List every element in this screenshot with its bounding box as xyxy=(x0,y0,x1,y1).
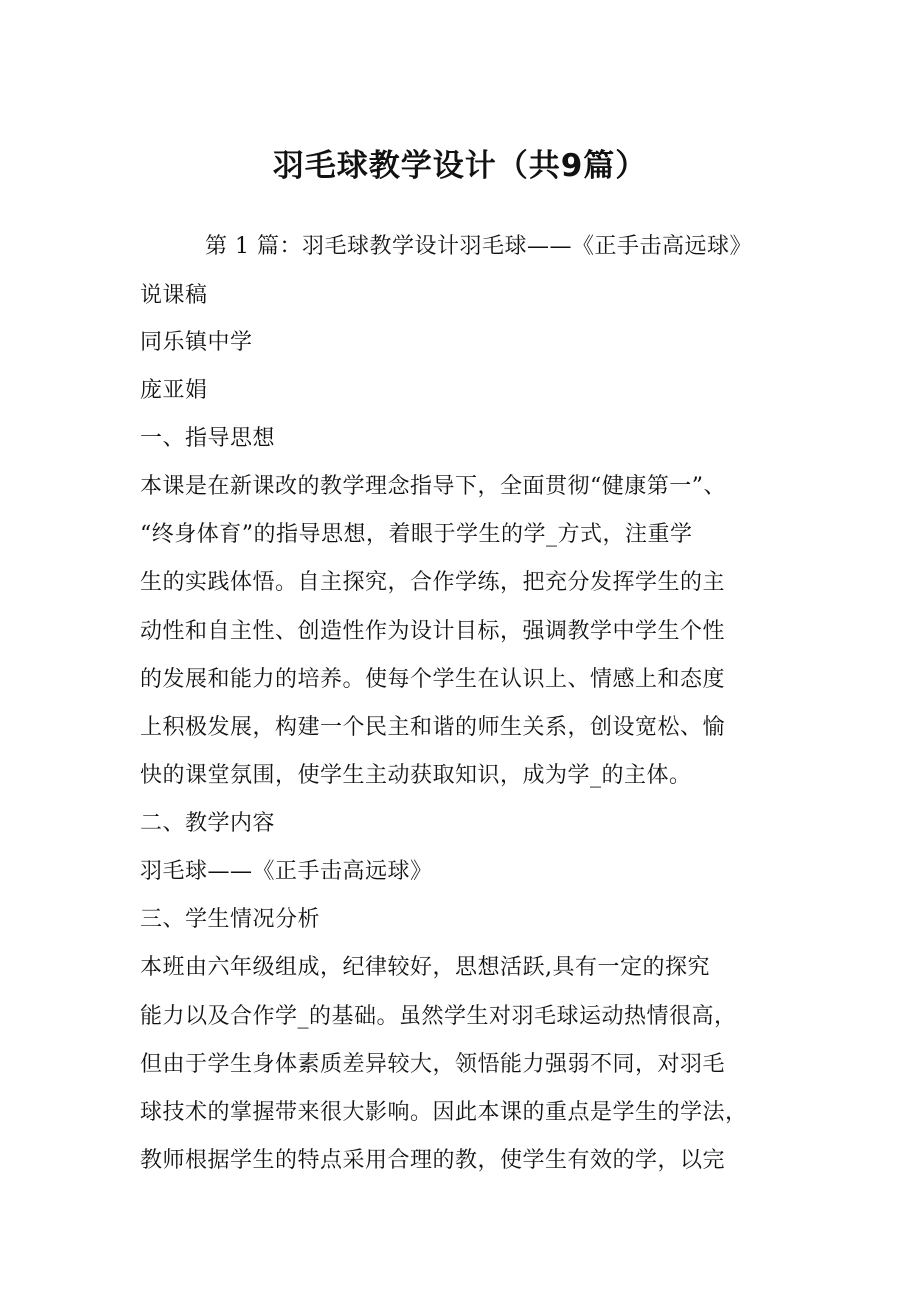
paragraph-line: 球技术的掌握带来很大影响。因此本课的重点是学生的学法， xyxy=(140,1100,748,1125)
author-name: 庞亚娟 xyxy=(140,378,208,403)
paragraph-line: 能力以及合作学_的基础。虽然学生对羽毛球运动热情很高， xyxy=(140,1004,737,1029)
section-heading: 一、指导思想 xyxy=(140,426,276,451)
paragraph-line: 动性和自主性、创造性作为设计目标，强调教学中学生个性 xyxy=(140,619,726,644)
text-line: 羽毛球——《正手击高远球》 xyxy=(140,859,433,884)
paragraph-line: 但由于学生身体素质差异较大，领悟能力强弱不同，对羽毛 xyxy=(140,1052,726,1077)
document-title: 羽毛球教学设计（共9篇） xyxy=(272,148,648,184)
section-heading: 三、学生情况分析 xyxy=(140,907,321,932)
paragraph-line: 的发展和能力的培养。使每个学生在认识上、情感上和态度 xyxy=(140,667,726,692)
section-heading: 二、教学内容 xyxy=(140,811,276,836)
paragraph-line: 快的课堂氛围，使学生主动获取知识，成为学_的主体。 xyxy=(140,763,692,788)
paragraph-line: 本班由六年级组成，纪律较好，思想活跃,具有一定的探究 xyxy=(140,955,710,980)
paragraph-line: 生的实践体悟。自主探究，合作学练，把充分发挥学生的主 xyxy=(140,570,726,595)
paragraph-line: 上积极发展，构建一个民主和谐的师生关系，创设宽松、愉 xyxy=(140,715,726,740)
text-line: 说课稿 xyxy=(140,283,208,308)
school-name: 同乐镇中学 xyxy=(140,330,253,355)
paragraph-line: “终身体育”的指导思想，着眼于学生的学_方式，注重学 xyxy=(140,522,693,547)
paragraph-line: 本课是在新课改的教学理念指导下，全面贯彻“健康第一”、 xyxy=(140,474,726,499)
paragraph-line: 教师根据学生的特点采用合理的教，使学生有效的学，以完 xyxy=(140,1148,726,1173)
chapter-heading: 第 1 篇：羽毛球教学设计羽毛球——《正手击高远球》 xyxy=(205,234,752,259)
